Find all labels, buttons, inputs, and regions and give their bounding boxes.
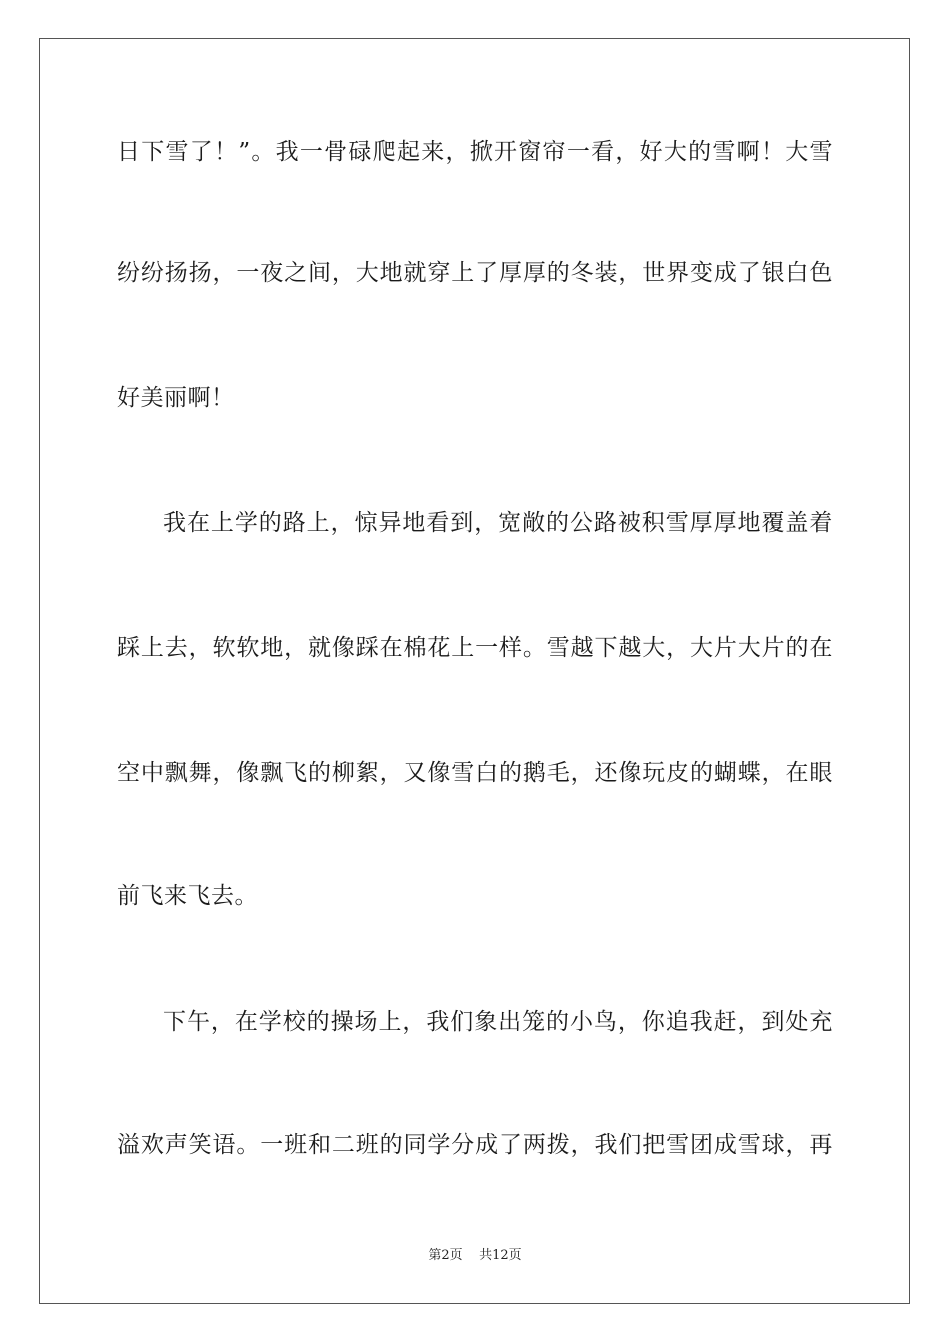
- page-footer: [0, 1247, 950, 1265]
- paragraph-3-line-2: 溢 欢 声 笑 语 。 一 班 和 二 班 的 同 学 分 成 了 两 拨 ， 我 们 把 雪 团 成 雪 球 ， 再: [117, 1132, 833, 1158]
- text-line-3: 好美丽啊！: [117, 385, 235, 411]
- paragraph-3-line-1: 下 午 ， 在 学 校 的 操 场 上 ， 我 们 象 出 笼 的 小 鸟 ， 你 追 我 赶 ， 到 处 充: [163, 1009, 833, 1035]
- page-number: 第2页: [428, 1248, 463, 1263]
- page-border: [39, 38, 910, 1304]
- paragraph-2-line-2: 踩 上 去 ， 软 软 地 ， 就 像 踩 在 棉 花 上 一 样 。 雪 越 下 越 大 ， 大 片 大 片 的 在: [117, 635, 833, 661]
- text-line-1: 日 下 雪 了 ！ ” 。 我 一 骨 碌 爬 起 来 ， 掀 开 窗 帘 一 看 ， 好 大 的 雪 啊 ！ 大 雪: [117, 139, 833, 165]
- paragraph-2-line-3: 空 中 飘 舞 ， 像 飘 飞 的 柳 絮 ， 又 像 雪 白 的 鹅 毛 ， 还 像 玩 皮 的 蝴 蝶 ， 在 眼: [117, 760, 833, 786]
- page-total: 共12页: [479, 1248, 522, 1263]
- paragraph-2-line-4: 前飞来飞去。: [117, 883, 258, 909]
- text-line-2: 纷 纷 扬 扬 ， 一 夜 之 间 ， 大 地 就 穿 上 了 厚 厚 的 冬 装 ， 世 界 变 成 了 银 白 色: [117, 260, 833, 286]
- paragraph-2-line-1: 我 在 上 学 的 路 上 ， 惊 异 地 看 到 ， 宽 敞 的 公 路 被 积 雪 厚 厚 地 覆 盖 着: [163, 510, 833, 536]
